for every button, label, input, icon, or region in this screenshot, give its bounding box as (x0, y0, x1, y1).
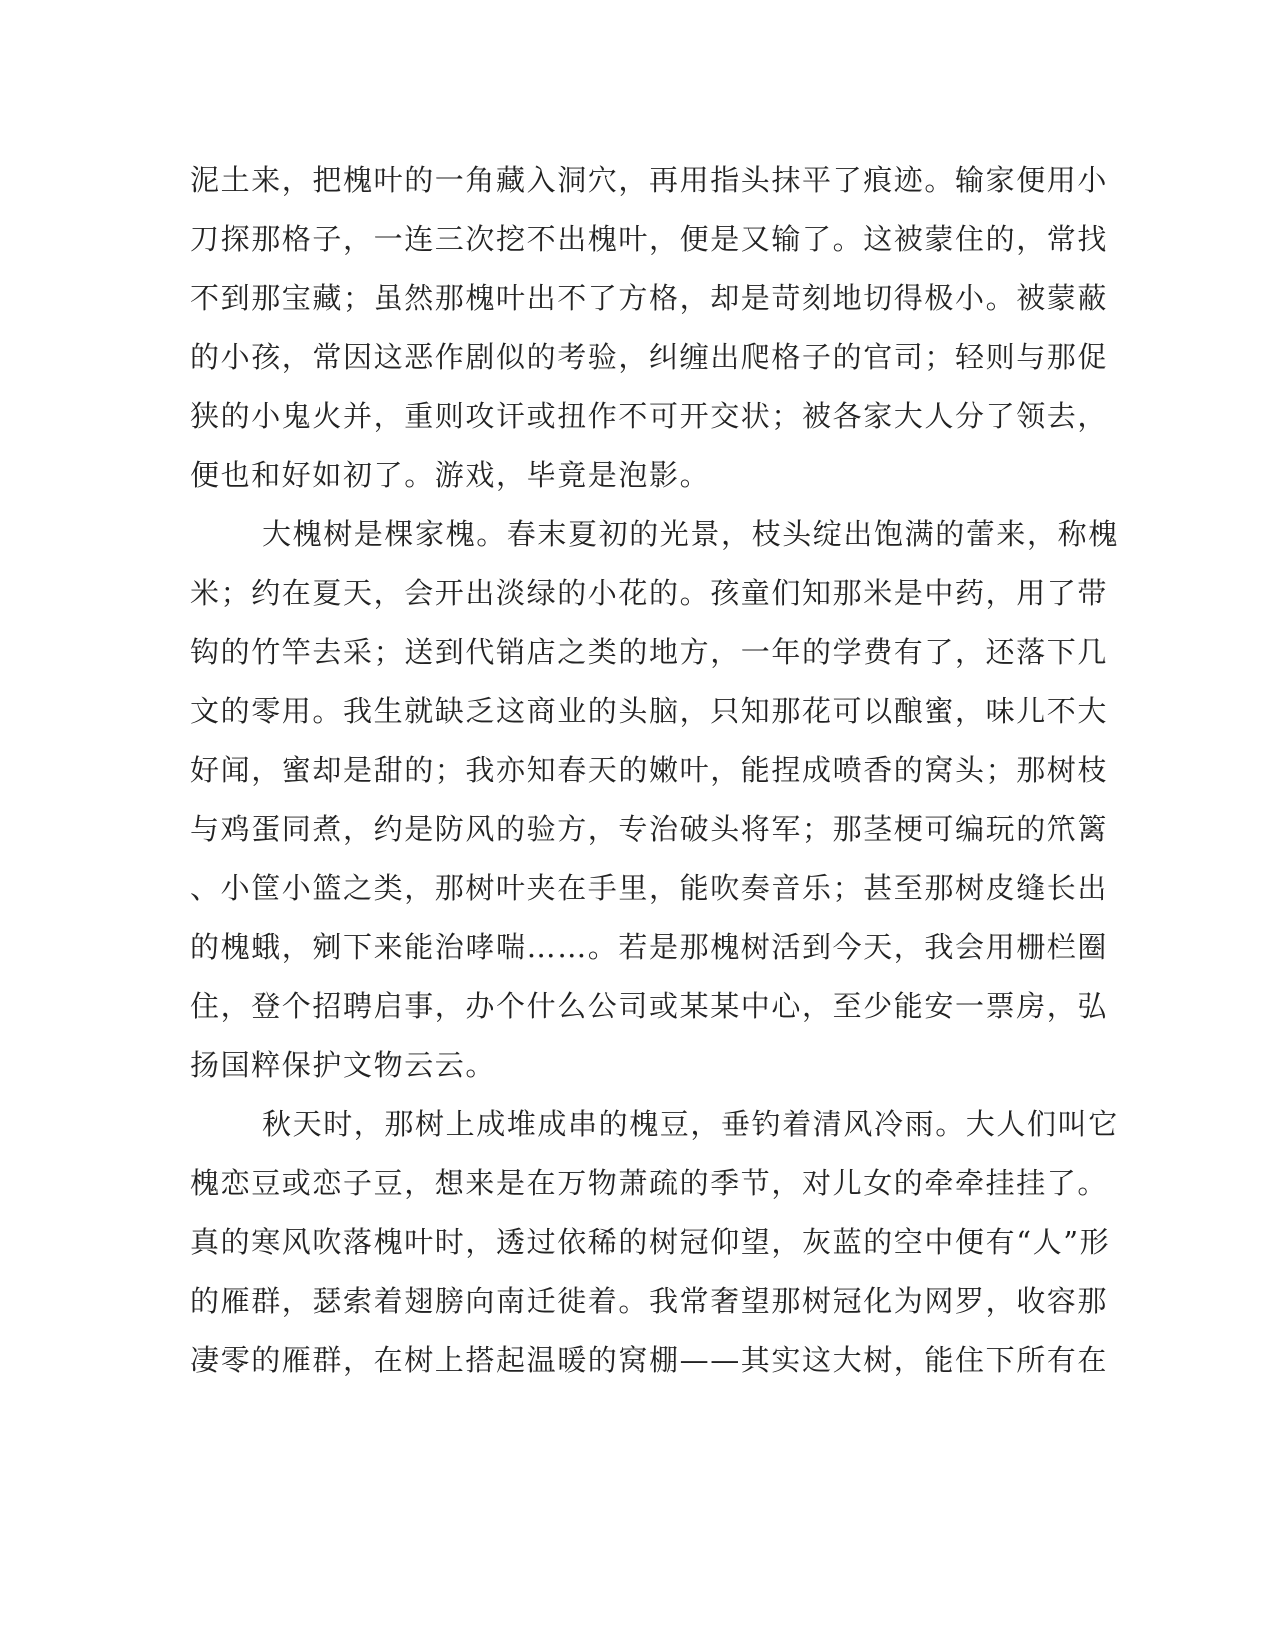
text-line: 刀探那格子，一连三次挖不出槐叶，便是又输了。这被蒙住的，常找 (190, 222, 1109, 256)
paragraph-first-line: 大槐树是棵家槐。春末夏初的光景，枝头绽出饱满的蕾来，称槐 (262, 517, 1119, 551)
text-line: 与鸡蛋同煮，约是防风的验方，专治破头将军；那茎梗可编玩的笊篱 (190, 812, 1109, 846)
text-line: 不到那宝藏；虽然那槐叶出不了方格，却是苛刻地切得极小。被蒙蔽 (190, 281, 1109, 315)
text-line: 住，登个招聘启事，办个什么公司或某某中心，至少能安一票房，弘 (190, 989, 1109, 1023)
text-line: 真的寒风吹落槐叶时，透过依稀的树冠仰望，灰蓝的空中便有“人”形 (190, 1225, 1111, 1259)
text-line: 的槐蛾，剜下来能治哮喘……。若是那槐树活到今天，我会用栅栏圈 (190, 930, 1109, 964)
text-line: 狭的小鬼火并，重则攻讦或扭作不可开交状；被各家大人分了领去， (190, 399, 1109, 433)
text-line: 的小孩，常因这恶作剧似的考验，纠缠出爬格子的官司；轻则与那促 (190, 340, 1109, 374)
paragraph-first-line: 秋天时，那树上成堆成串的槐豆，垂钓着清风冷雨。大人们叫它 (262, 1107, 1119, 1141)
text-line: 文的零用。我生就缺乏这商业的头脑，只知那花可以酿蜜，味儿不大 (190, 694, 1109, 728)
text-line: 的雁群，瑟索着翅膀向南迁徙着。我常奢望那树冠化为网罗，收容那 (190, 1284, 1109, 1318)
text-line: 好闻，蜜却是甜的；我亦知春天的嫩叶，能捏成喷香的窝头；那树枝 (190, 753, 1109, 787)
text-line: 扬国粹保护文物云云。 (190, 1048, 497, 1082)
text-line: 米；约在夏天，会开出淡绿的小花的。孩童们知那米是中药，用了带 (190, 576, 1109, 610)
text-line: 凄零的雁群，在树上搭起温暖的窝棚——其实这大树，能住下所有在 (190, 1343, 1109, 1377)
text-line: 、小筐小篮之类，那树叶夹在手里，能吹奏音乐；甚至那树皮缝长出 (190, 871, 1109, 905)
text-line: 泥土来，把槐叶的一角藏入洞穴，再用指头抹平了痕迹。输家便用小 (190, 163, 1109, 197)
text-line: 槐恋豆或恋子豆，想来是在万物萧疏的季节，对儿女的牵牵挂挂了。 (190, 1166, 1109, 1200)
text-line: 钩的竹竿去采；送到代销店之类的地方，一年的学费有了，还落下几 (190, 635, 1109, 669)
text-line: 便也和好如初了。游戏，毕竟是泡影。 (190, 458, 711, 492)
